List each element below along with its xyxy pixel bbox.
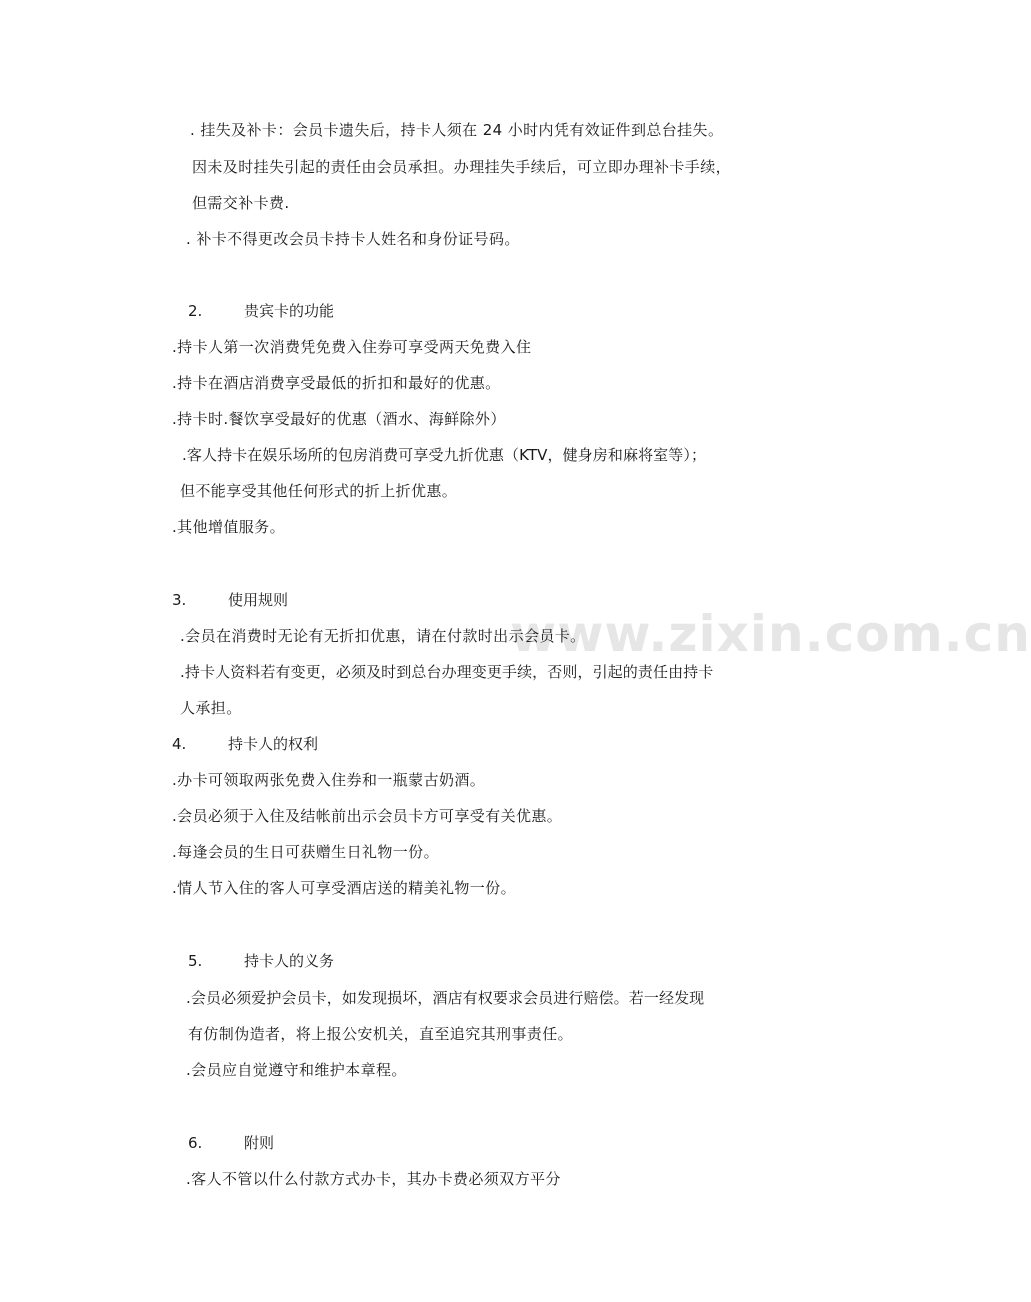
section-heading-3	[172, 590, 288, 610]
paragraph-line: 但需交补卡费.	[192, 194, 290, 212]
paragraph-line: .情人节入住的客人可享受酒店送的精美礼物一份。	[172, 879, 516, 897]
section-title: 使用规则	[228, 591, 289, 609]
paragraph-line: .客人持卡在娱乐场所的包房消费可享受九折优惠（KTV，健身房和麻将室等）；	[182, 446, 707, 464]
section-heading-6	[188, 1133, 274, 1153]
paragraph-line: 人承担。	[180, 699, 242, 717]
section-heading-4	[172, 734, 318, 754]
section-heading-2	[188, 301, 334, 321]
paragraph-line: 因未及时挂失引起的责任由会员承担。办理挂失手续后，可立即办理补卡手续，	[192, 158, 732, 176]
section-number: 2.	[188, 302, 203, 320]
paragraph-line: .会员必须于入住及结帐前出示会员卡方可享受有关优惠。	[172, 807, 563, 825]
paragraph-line: .持卡人第一次消费凭免费入住券可享受两天免费入住	[172, 338, 532, 356]
section-number: 5.	[188, 952, 203, 970]
paragraph-line: .每逢会员的生日可获赠生日礼物一份。	[172, 843, 439, 861]
section-number: 6.	[188, 1134, 203, 1152]
watermark: www.zixin.com.cn	[510, 605, 1031, 663]
paragraph-line: .客人不管以什么付款方式办卡，其办卡费必须双方平分	[186, 1170, 561, 1188]
section-title: 附则	[244, 1134, 275, 1152]
paragraph-line: 但不能享受其他任何形式的折上折优惠。	[180, 482, 458, 500]
paragraph-line: .其他增值服务。	[172, 518, 285, 536]
section-number: 3.	[172, 591, 187, 609]
paragraph-line: .会员在消费时无论有无折扣优惠，请在付款时出示会员卡。	[180, 627, 586, 645]
section-title: 贵宾卡的功能	[244, 302, 335, 320]
paragraph-line: . 挂失及补卡：会员卡遗失后，持卡人须在 24 小时内凭有效证件到总台挂失。	[190, 121, 724, 139]
paragraph-line: .办卡可领取两张免费入住券和一瓶蒙古奶酒。	[172, 771, 486, 789]
section-heading-5	[188, 951, 334, 971]
paragraph-line: .会员必须爱护会员卡，如发现损坏，酒店有权要求会员进行赔偿。若一经发现	[186, 989, 705, 1007]
paragraph-line: .持卡人资料若有变更，必须及时到总台办理变更手续，否则，引起的责任由持卡	[180, 663, 714, 681]
paragraph-line: .持卡时.餐饮享受最好的优惠（酒水、海鲜除外）	[172, 410, 506, 428]
paragraph-line: . 补卡不得更改会员卡持卡人姓名和身份证号码。	[186, 230, 520, 248]
paragraph-line: 有仿制伪造者，将上报公安机关，直至追究其刑事责任。	[188, 1025, 574, 1043]
section-number: 4.	[172, 735, 187, 753]
section-title: 持卡人的义务	[244, 952, 335, 970]
section-title: 持卡人的权利	[228, 735, 319, 753]
paragraph-line: .持卡在酒店消费享受最低的折扣和最好的优惠。	[172, 374, 501, 392]
paragraph-line: .会员应自觉遵守和维护本章程。	[186, 1061, 407, 1079]
